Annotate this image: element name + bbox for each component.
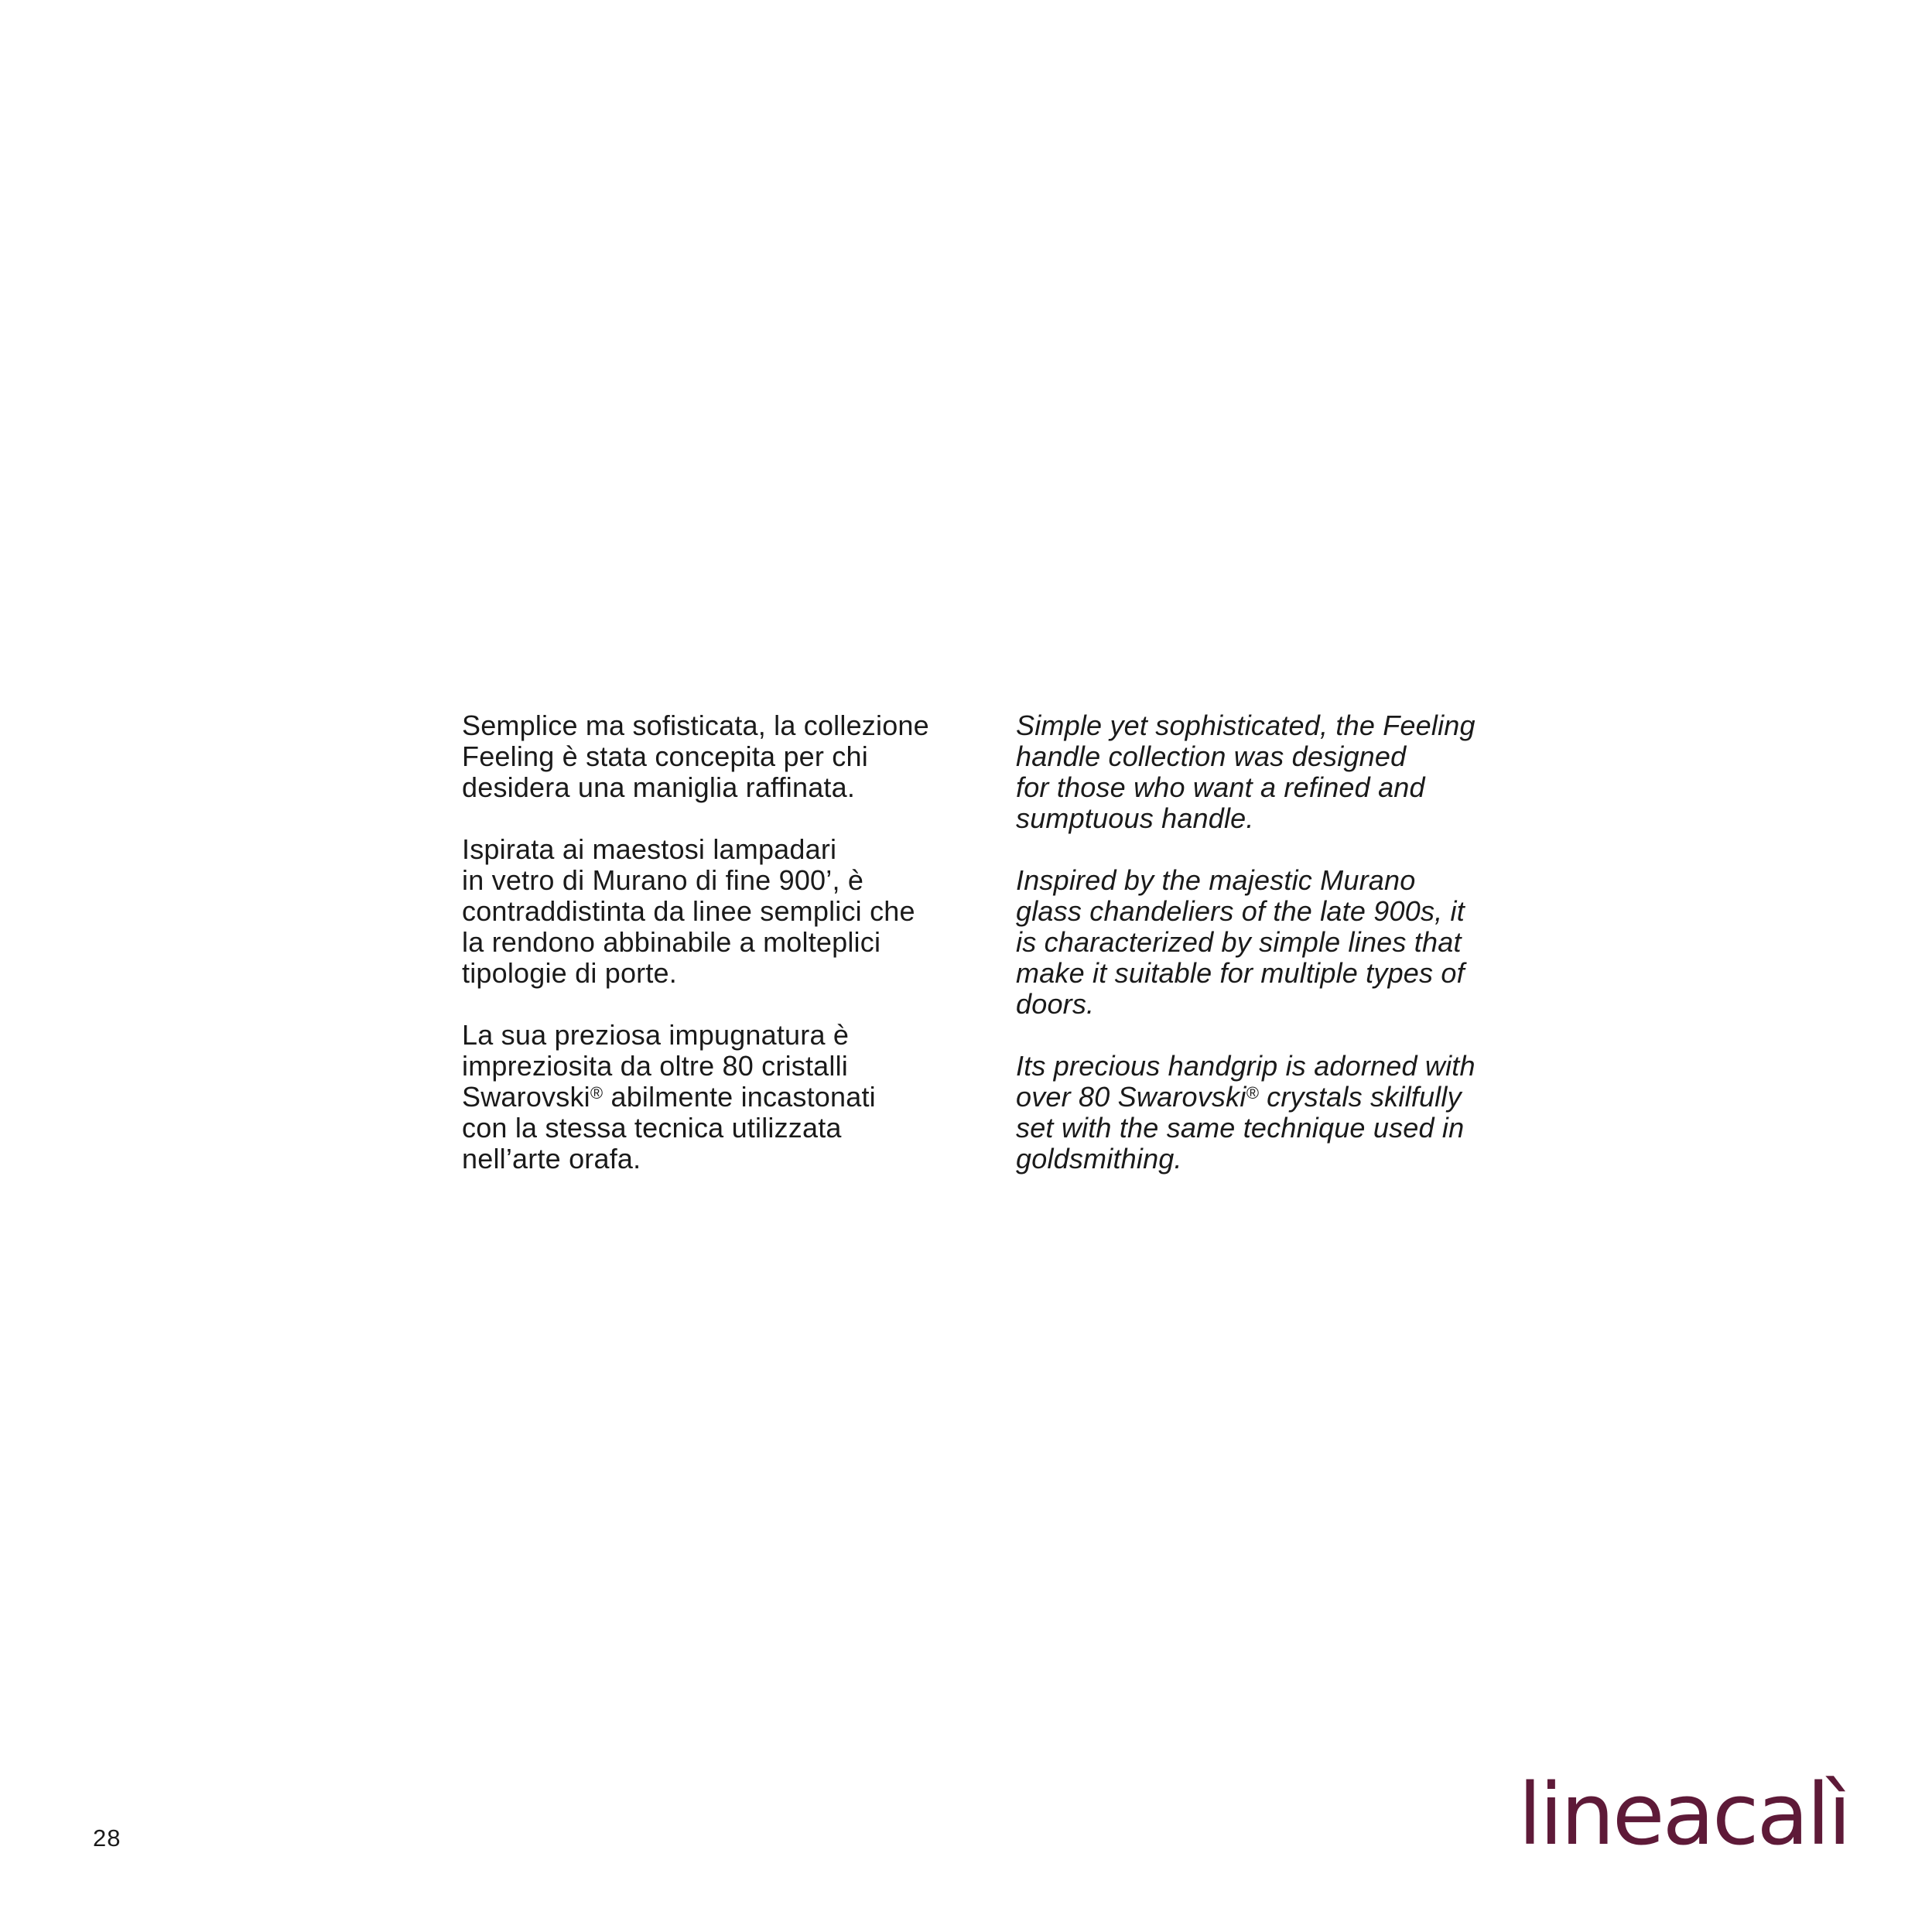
text-line: la rendono abbinabile a molteplici xyxy=(462,926,881,958)
text-line: La sua preziosa impugnatura è xyxy=(462,1019,850,1051)
text-line xyxy=(1016,1082,1511,1113)
text-line: set with the same technique used in xyxy=(1016,1112,1465,1144)
text-line: contraddistinta da linee semplici che xyxy=(462,895,915,927)
line-continuation: abilmente incastonati xyxy=(610,1081,876,1113)
text-line: Simple yet sophisticated, the Feeling xyxy=(1016,710,1476,741)
text-line: tipologie di porte. xyxy=(462,957,677,989)
italian-paragraph-1 xyxy=(462,710,957,803)
registered-mark: ® xyxy=(590,1083,604,1103)
text-line: Semplice ma sofisticata, la collezione xyxy=(462,710,929,741)
english-paragraph-3 xyxy=(1016,1051,1511,1175)
text-line: impreziosita da oltre 80 cristalli xyxy=(462,1050,848,1082)
text-line xyxy=(462,1082,957,1113)
page-number: 28 xyxy=(93,1824,121,1852)
text-line: is characterized by simple lines that xyxy=(1016,926,1462,958)
english-paragraph-1 xyxy=(1016,710,1511,834)
italian-paragraph-3 xyxy=(462,1020,957,1175)
text-line: in vetro di Murano di fine 900’, è xyxy=(462,864,864,896)
text-line: Inspired by the majestic Murano xyxy=(1016,864,1416,896)
text-line: for those who want a refined and xyxy=(1016,771,1425,803)
text-line: glass chandeliers of the late 900s, it xyxy=(1016,895,1465,927)
brand-name: Swarovski xyxy=(462,1081,590,1113)
text-line: nell’arte orafa. xyxy=(462,1143,641,1175)
registered-mark: ® xyxy=(1246,1083,1259,1103)
english-text-column xyxy=(1016,710,1511,1205)
text-line: con la stessa tecnica utilizzata xyxy=(462,1112,842,1144)
italian-text-column xyxy=(462,710,957,1205)
text-line: sumptuous handle. xyxy=(1016,802,1254,834)
line-continuation: crystals skilfully xyxy=(1267,1081,1462,1113)
text-line: doors. xyxy=(1016,988,1095,1020)
text-line: Its precious handgrip is adorned with xyxy=(1016,1050,1476,1082)
text-line: Ispirata ai maestosi lampadari xyxy=(462,833,837,865)
text-line: desidera una maniglia raffinata. xyxy=(462,771,856,803)
text-line: Feeling è stata concepita per chi xyxy=(462,740,868,772)
line-start: over 80 Swarovski xyxy=(1016,1081,1246,1113)
text-line: goldsmithing. xyxy=(1016,1143,1182,1175)
text-line: handle collection was designed xyxy=(1016,740,1407,772)
lineacali-logo: lineacalì xyxy=(1518,1765,1849,1864)
italian-paragraph-2 xyxy=(462,834,957,989)
text-line: make it suitable for multiple types of xyxy=(1016,957,1465,989)
english-paragraph-2 xyxy=(1016,865,1511,1020)
